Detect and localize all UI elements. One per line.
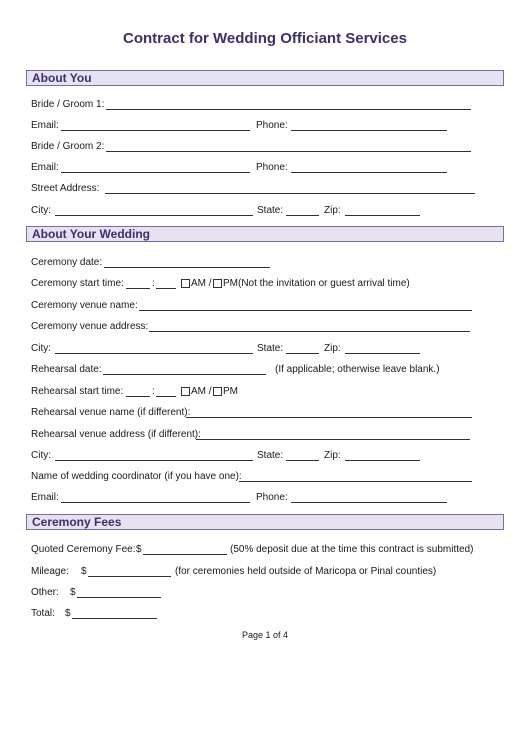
phone-2-field[interactable]	[291, 161, 447, 173]
dollar-sign: $	[136, 544, 142, 555]
quoted-fee-field[interactable]	[143, 543, 227, 555]
ceremony-am-checkbox[interactable]	[181, 279, 190, 288]
zip-field[interactable]	[345, 449, 420, 461]
mileage-label: Mileage:	[31, 566, 69, 577]
time-colon: :	[152, 278, 155, 289]
pm-label: PM	[223, 386, 238, 397]
city-field[interactable]	[55, 342, 253, 354]
zip-field[interactable]	[345, 204, 420, 216]
total-label: Total:	[31, 608, 55, 619]
dollar-sign: $	[70, 587, 76, 598]
city-label: City:	[31, 205, 51, 216]
pm-note-label: PM(Not the invitation or guest arrival time)	[223, 278, 410, 289]
dollar-sign: $	[65, 608, 71, 619]
ceremony-date-label: Ceremony date:	[31, 257, 103, 268]
dollar-sign: $	[81, 566, 87, 577]
quoted-fee-note: (50% deposit due at the time this contract is submitted)	[230, 544, 474, 555]
state-field[interactable]	[286, 204, 319, 216]
phone-2-label: Phone:	[256, 162, 288, 173]
am-label: AM /	[191, 386, 212, 397]
rehearsal-note: (If applicable; otherwise leave blank.)	[275, 364, 440, 375]
ceremony-minute-field[interactable]	[156, 277, 176, 289]
phone-1-field[interactable]	[291, 119, 447, 131]
coordinator-label: Name of wedding coordinator (if you have one):	[31, 471, 242, 482]
rehearsal-date-field[interactable]	[103, 363, 266, 375]
state-label: State:	[257, 450, 284, 461]
other-field[interactable]	[77, 586, 161, 598]
zip-label: Zip:	[324, 450, 341, 461]
page-number: Page 1 of 4	[241, 630, 289, 640]
rehearsal-start-time-label: Rehearsal start time:	[31, 386, 124, 397]
zip-label: Zip:	[324, 205, 341, 216]
ceremony-venue-name-label: Ceremony venue name:	[31, 300, 138, 311]
phone-label: Phone:	[256, 492, 288, 503]
rehearsal-hour-field[interactable]	[126, 385, 150, 397]
quoted-fee-label: Quoted Ceremony Fee:	[31, 544, 136, 555]
city-field[interactable]	[55, 204, 253, 216]
state-label: State:	[257, 343, 284, 354]
am-label: AM /	[191, 278, 212, 289]
ceremony-start-time-label: Ceremony start time:	[31, 278, 124, 289]
ceremony-pm-checkbox[interactable]	[213, 279, 222, 288]
bride-groom-2-field[interactable]	[106, 140, 471, 152]
rehearsal-minute-field[interactable]	[156, 385, 176, 397]
city-label: City:	[31, 450, 51, 461]
rehearsal-pm-checkbox[interactable]	[213, 387, 222, 396]
ceremony-venue-name-field[interactable]	[139, 299, 472, 311]
city-label: City:	[31, 343, 51, 354]
time-colon: :	[152, 386, 155, 397]
total-field[interactable]	[72, 607, 157, 619]
section-header-about-wedding: About Your Wedding	[26, 226, 504, 242]
rehearsal-venue-address-label: Rehearsal venue address (if different):	[31, 429, 201, 440]
zip-field[interactable]	[345, 342, 420, 354]
section-header-ceremony-fees: Ceremony Fees	[26, 514, 504, 530]
rehearsal-venue-name-label: Rehearsal venue name (if different):	[31, 407, 191, 418]
bride-groom-1-label: Bride / Groom 1:	[31, 99, 105, 110]
coordinator-field[interactable]	[239, 470, 472, 482]
city-field[interactable]	[55, 449, 253, 461]
state-label: State:	[257, 205, 284, 216]
email-label: Email:	[31, 492, 59, 503]
ceremony-hour-field[interactable]	[126, 277, 150, 289]
other-label: Other:	[31, 587, 59, 598]
street-address-field[interactable]	[105, 182, 475, 194]
bride-groom-1-field[interactable]	[106, 98, 471, 110]
ceremony-venue-address-field[interactable]	[149, 320, 470, 332]
rehearsal-venue-address-field[interactable]	[196, 428, 470, 440]
mileage-note: (for ceremonies held outside of Maricopa or Pinal counties)	[175, 566, 437, 577]
ceremony-date-field[interactable]	[104, 256, 270, 268]
rehearsal-venue-name-field[interactable]	[186, 406, 472, 418]
section-header-about-you: About You	[26, 70, 504, 86]
email-1-label: Email:	[31, 120, 59, 131]
mileage-field[interactable]	[88, 565, 171, 577]
coordinator-email-field[interactable]	[61, 491, 250, 503]
email-1-field[interactable]	[61, 119, 250, 131]
bride-groom-2-label: Bride / Groom 2:	[31, 141, 105, 152]
email-2-label: Email:	[31, 162, 59, 173]
state-field[interactable]	[286, 449, 319, 461]
zip-label: Zip:	[324, 343, 341, 354]
coordinator-phone-field[interactable]	[291, 491, 447, 503]
page-title: Contract for Wedding Officiant Services	[123, 30, 407, 47]
rehearsal-am-checkbox[interactable]	[181, 387, 190, 396]
street-address-label: Street Address:	[31, 183, 100, 194]
ceremony-venue-address-label: Ceremony venue address:	[31, 321, 149, 332]
state-field[interactable]	[286, 342, 319, 354]
phone-1-label: Phone:	[256, 120, 288, 131]
email-2-field[interactable]	[61, 161, 250, 173]
rehearsal-date-label: Rehearsal date:	[31, 364, 102, 375]
